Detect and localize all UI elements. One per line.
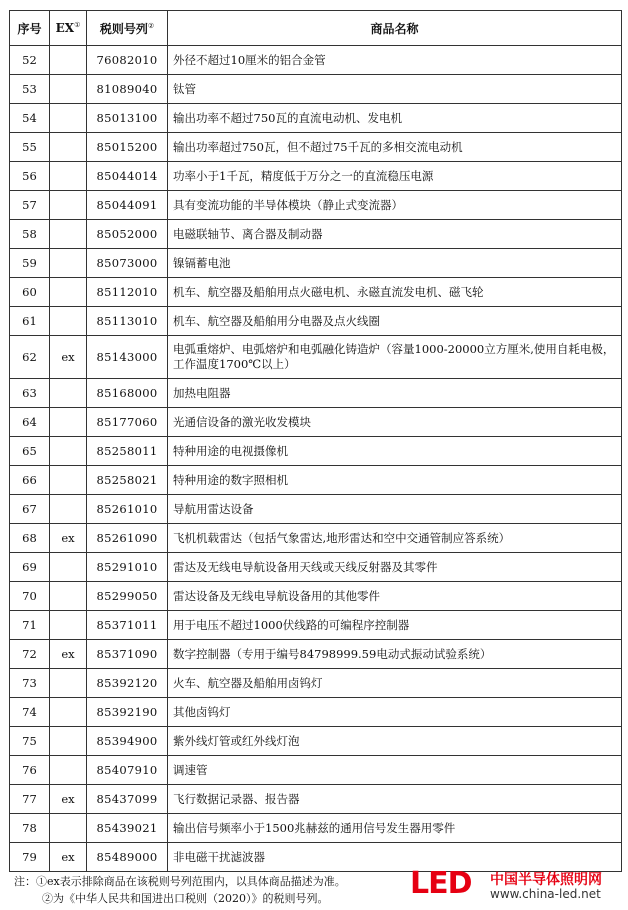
cell-no: 57 — [10, 191, 50, 220]
cell-name: 电磁联轴节、离合器及制动器 — [168, 220, 622, 249]
table-body — [10, 46, 622, 872]
cell-code: 85073000 — [87, 249, 168, 278]
cell-ex — [50, 278, 87, 307]
cell-code: 85299050 — [87, 582, 168, 611]
cell-ex — [50, 104, 87, 133]
cell-no: 56 — [10, 162, 50, 191]
cell-name: 飞行数据记录器、报告器 — [168, 785, 622, 814]
cell-no: 64 — [10, 408, 50, 437]
cell-no: 74 — [10, 698, 50, 727]
cell-no: 63 — [10, 379, 50, 408]
cell-name: 输出功率不超过750瓦的直流电动机、发电机 — [168, 104, 622, 133]
cell-no: 66 — [10, 466, 50, 495]
cell-ex — [50, 756, 87, 785]
table-header-row — [10, 11, 622, 46]
table-row — [10, 582, 622, 611]
cell-name: 其他卤钨灯 — [168, 698, 622, 727]
logo-mark: LED — [410, 866, 472, 901]
cell-no: 68 — [10, 524, 50, 553]
cell-code: 85291010 — [87, 553, 168, 582]
table-row — [10, 191, 622, 220]
cell-name: 紫外线灯管或红外线灯泡 — [168, 727, 622, 756]
cell-code: 85044091 — [87, 191, 168, 220]
cell-code: 85258021 — [87, 466, 168, 495]
cell-no: 70 — [10, 582, 50, 611]
cell-name: 数字控制器（专用于编号84798999.59电动式振动试验系统） — [168, 640, 622, 669]
cell-name: 输出功率超过750瓦，但不超过75千瓦的多相交流电动机 — [168, 133, 622, 162]
header-code: 税则号列② — [87, 11, 168, 46]
footnotes — [14, 873, 346, 907]
cell-ex — [50, 249, 87, 278]
header-code-footnote-mark: ② — [147, 21, 155, 30]
footnote-2: ②为《中华人民共和国进出口税则（2020）》的税则号列。 — [42, 892, 329, 905]
table-row — [10, 814, 622, 843]
table-row — [10, 495, 622, 524]
cell-code: 85407910 — [87, 756, 168, 785]
header-ex-footnote-mark: ① — [74, 21, 81, 29]
table-row — [10, 466, 622, 495]
cell-code: 85439021 — [87, 814, 168, 843]
cell-name: 用于电压不超过1000伏线路的可编程序控制器 — [168, 611, 622, 640]
table-row — [10, 162, 622, 191]
cell-code: 85168000 — [87, 379, 168, 408]
header-name: 商品名称 — [168, 11, 622, 46]
cell-ex — [50, 379, 87, 408]
cell-ex: ex — [50, 640, 87, 669]
cell-code: 85015200 — [87, 133, 168, 162]
table-row — [10, 640, 622, 669]
cell-ex — [50, 220, 87, 249]
cell-code: 85371090 — [87, 640, 168, 669]
logo-site-name: 中国半导体照明网 — [490, 872, 602, 888]
table-row — [10, 785, 622, 814]
cell-code: 85113010 — [87, 307, 168, 336]
table-row — [10, 379, 622, 408]
cell-code: 85143000 — [87, 336, 168, 379]
cell-name: 具有变流功能的半导体模块（静止式变流器） — [168, 191, 622, 220]
cell-no: 76 — [10, 756, 50, 785]
cell-no: 78 — [10, 814, 50, 843]
cell-ex — [50, 46, 87, 75]
cell-code: 85258011 — [87, 437, 168, 466]
cell-name: 加热电阻器 — [168, 379, 622, 408]
cell-no: 54 — [10, 104, 50, 133]
cell-ex: ex — [50, 785, 87, 814]
cell-code: 85371011 — [87, 611, 168, 640]
cell-name: 机车、航空器及船舶用分电器及点火线圈 — [168, 307, 622, 336]
cell-no: 72 — [10, 640, 50, 669]
cell-no: 67 — [10, 495, 50, 524]
cell-no: 73 — [10, 669, 50, 698]
cell-code: 85489000 — [87, 843, 168, 872]
cell-ex — [50, 553, 87, 582]
table-row — [10, 524, 622, 553]
table-row — [10, 75, 622, 104]
table-row — [10, 611, 622, 640]
cell-name: 雷达设备及无线电导航设备用的其他零件 — [168, 582, 622, 611]
table-row — [10, 278, 622, 307]
cell-ex — [50, 75, 87, 104]
cell-no: 59 — [10, 249, 50, 278]
cell-no: 60 — [10, 278, 50, 307]
table-row — [10, 220, 622, 249]
cell-ex — [50, 669, 87, 698]
table-row — [10, 133, 622, 162]
table-row — [10, 307, 622, 336]
cell-no: 55 — [10, 133, 50, 162]
cell-name: 特种用途的数字照相机 — [168, 466, 622, 495]
table-row — [10, 104, 622, 133]
header-ex: EX① — [50, 11, 87, 46]
cell-name: 火车、航空器及船舶用卤钨灯 — [168, 669, 622, 698]
cell-ex — [50, 611, 87, 640]
cell-no: 62 — [10, 336, 50, 379]
footnote-1: 注：①ex表示排除商品在该税则号列范围内，以具体商品描述为准。 — [14, 875, 346, 888]
cell-ex: ex — [50, 524, 87, 553]
cell-no: 58 — [10, 220, 50, 249]
cell-ex — [50, 408, 87, 437]
cell-name: 非电磁干扰滤波器 — [168, 843, 622, 872]
cell-ex — [50, 133, 87, 162]
cell-code: 85052000 — [87, 220, 168, 249]
cell-ex: ex — [50, 843, 87, 872]
cell-code: 85261090 — [87, 524, 168, 553]
cell-name: 外径不超过10厘米的铝合金管 — [168, 46, 622, 75]
cell-name: 光通信设备的激光收发模块 — [168, 408, 622, 437]
cell-code: 76082010 — [87, 46, 168, 75]
watermark-logo — [410, 866, 622, 906]
cell-name: 功率小于1千瓦，精度低于万分之一的直流稳压电源 — [168, 162, 622, 191]
table-row — [10, 249, 622, 278]
cell-no: 79 — [10, 843, 50, 872]
cell-name: 输出信号频率小于1500兆赫兹的通用信号发生器用零件 — [168, 814, 622, 843]
table-row — [10, 408, 622, 437]
table-row — [10, 336, 622, 379]
cell-ex: ex — [50, 336, 87, 379]
cell-code: 85392120 — [87, 669, 168, 698]
cell-name: 导航用雷达设备 — [168, 495, 622, 524]
table-row — [10, 46, 622, 75]
cell-name: 飞机机载雷达（包括气象雷达,地形雷达和空中交通管制应答系统） — [168, 524, 622, 553]
logo-url: www.china-led.net — [490, 887, 601, 901]
cell-name: 电弧重熔炉、电弧熔炉和电弧融化铸造炉（容量1000-20000立方厘米,使用自耗电极，工作温度1700℃以上） — [168, 336, 622, 379]
cell-name: 钛管 — [168, 75, 622, 104]
cell-code: 85394900 — [87, 727, 168, 756]
cell-ex — [50, 495, 87, 524]
cell-ex — [50, 582, 87, 611]
cell-code: 85261010 — [87, 495, 168, 524]
table-row — [10, 756, 622, 785]
cell-no: 75 — [10, 727, 50, 756]
cell-ex — [50, 466, 87, 495]
cell-code: 85044014 — [87, 162, 168, 191]
cell-no: 77 — [10, 785, 50, 814]
cell-ex — [50, 162, 87, 191]
table-row — [10, 698, 622, 727]
cell-ex — [50, 191, 87, 220]
cell-no: 69 — [10, 553, 50, 582]
cell-ex — [50, 814, 87, 843]
cell-code: 85112010 — [87, 278, 168, 307]
table-row — [10, 727, 622, 756]
cell-ex — [50, 698, 87, 727]
cell-no: 52 — [10, 46, 50, 75]
cell-no: 71 — [10, 611, 50, 640]
cell-no: 61 — [10, 307, 50, 336]
cell-code: 85177060 — [87, 408, 168, 437]
cell-no: 53 — [10, 75, 50, 104]
cell-name: 镍镉蓄电池 — [168, 249, 622, 278]
cell-code: 85392190 — [87, 698, 168, 727]
cell-name: 雷达及无线电导航设备用天线或天线反射器及其零件 — [168, 553, 622, 582]
cell-ex — [50, 307, 87, 336]
tariff-table — [9, 10, 622, 872]
table-row — [10, 437, 622, 466]
header-no: 序号 — [10, 11, 50, 46]
cell-code: 85013100 — [87, 104, 168, 133]
cell-no: 65 — [10, 437, 50, 466]
cell-name: 特种用途的电视摄像机 — [168, 437, 622, 466]
cell-ex — [50, 727, 87, 756]
cell-ex — [50, 437, 87, 466]
table-row — [10, 669, 622, 698]
cell-name: 调速管 — [168, 756, 622, 785]
cell-code: 81089040 — [87, 75, 168, 104]
table-row — [10, 553, 622, 582]
cell-code: 85437099 — [87, 785, 168, 814]
cell-name: 机车、航空器及船舶用点火磁电机、永磁直流发电机、磁飞轮 — [168, 278, 622, 307]
